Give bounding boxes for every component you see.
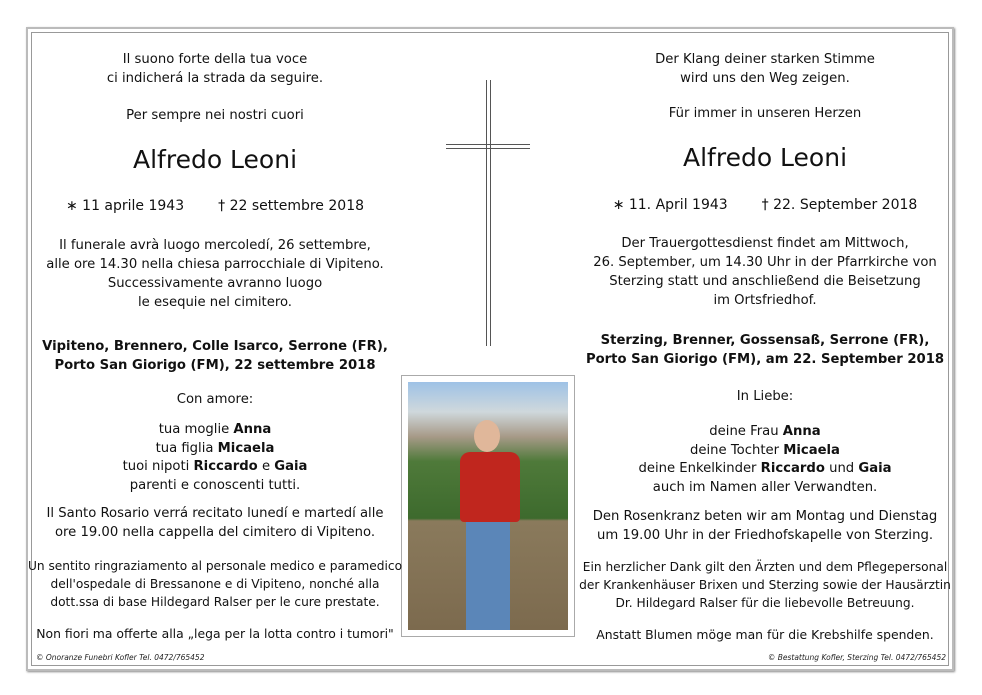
rosary-line: Den Rosenkranz beten wir am Montag und Dienstag (592, 509, 938, 524)
funeral-line: Sterzing statt und anschließend die Beisetzung (609, 274, 921, 289)
funeral-line: alle ore 14.30 nella chiesa parrocchiale di Vipiteno. (46, 257, 384, 272)
places-line: Sterzing, Brenner, Gossensaß, Serrone (FR), (600, 333, 930, 348)
places-line: Porto San Giorigo (FM), am 22. September 2018 (585, 352, 945, 367)
rosary-line: um 19.00 Uhr in der Friedhofskapelle von Sterzing. (596, 528, 934, 543)
verse-line: wird uns den Weg zeigen. (680, 71, 850, 86)
funeral-line: Successivamente avranno luogo (107, 276, 323, 291)
footer-right: © Bestattung Kofler, Sterzing Tel. 0472/765452 (767, 653, 946, 662)
family-member: tua figlia Micaela (155, 440, 275, 456)
verse-line: ci indicherá la strada da seguire. (106, 71, 324, 86)
dates (575, 196, 955, 215)
verse-line: Der Klang deiner starken Stimme (655, 52, 875, 67)
thanks-line: dott.ssa di base Hildegard Ralser per le cure prestate. (50, 595, 380, 609)
love-heading: In Liebe: (736, 389, 794, 404)
portrait-photo (408, 382, 568, 630)
thanks-line: der Krankenhäuser Brixen und Sterzing sowie der Hausärztin (579, 578, 951, 592)
verse (575, 50, 955, 88)
places-date (25, 337, 405, 375)
cross-icon-bar (446, 144, 530, 149)
footer-left: © Onoranze Funebri Kofler Tel. 0472/765452 (36, 653, 205, 662)
verse-line: Il suono forte della tua voce (122, 52, 308, 67)
rosary-info (575, 507, 955, 545)
funeral-line: Der Trauergottesdienst findet am Mittwoch, (621, 236, 909, 251)
places-line: Vipiteno, Brennero, Colle Isarco, Serrone (FR), (42, 339, 388, 354)
birth-date: ∗ 11. April 1943 (612, 197, 728, 213)
places-date (575, 331, 955, 369)
motto: Per sempre nei nostri cuori (126, 108, 304, 123)
thanks-line: Un sentito ringraziamento al personale medico e paramedico (27, 559, 403, 573)
family-member: parenti e conoscenti tutti. (129, 477, 301, 493)
funeral-info (575, 234, 955, 310)
donation-note: Non fiori ma offerte alla „lega per la lotta contro i tumori" (36, 626, 394, 641)
family-member: deine Frau Anna (709, 424, 821, 439)
cross-icon (486, 80, 491, 346)
family-member: tuoi nipoti Riccardo e Gaia (122, 459, 308, 474)
thanks (575, 558, 955, 612)
rosary-line: ore 19.00 nella cappella del cimitero di Vipiteno. (54, 525, 376, 540)
verse (25, 50, 405, 88)
dates (25, 197, 405, 216)
places-line: Porto San Giorigo (FM), 22 settembre 2018 (54, 358, 376, 373)
birth-date: ∗ 11 aprile 1943 (65, 198, 185, 214)
love-heading: Con amore: (176, 392, 254, 407)
thanks (25, 557, 405, 611)
donation-note: Anstatt Blumen möge man für die Krebshilfe spenden. (596, 627, 934, 642)
thanks-line: dell'ospedale di Bressanone e di Vipiteno, nonché alla (50, 577, 380, 591)
family-list (25, 421, 405, 495)
death-date: † 22. September 2018 (761, 197, 918, 213)
funeral-info (25, 236, 405, 312)
family-member: deine Enkelkinder Riccardo und Gaia (638, 461, 892, 476)
funeral-line: 26. September, um 14.30 Uhr in der Pfarrkirche von (593, 255, 937, 270)
funeral-line: im Ortsfriedhof. (713, 293, 817, 308)
family-list (575, 423, 955, 497)
thanks-line: Ein herzlicher Dank gilt den Ärzten und dem Pflegepersonal (582, 560, 948, 574)
motto: Für immer in unseren Herzen (668, 106, 862, 121)
deceased-name: Alfredo Leoni (682, 143, 848, 172)
rosary-line: Il Santo Rosario verrá recitato lunedí e martedí alle (46, 506, 384, 521)
deceased-name: Alfredo Leoni (132, 145, 298, 174)
family-member: deine Tochter Micaela (690, 442, 840, 458)
funeral-line: le esequie nel cimitero. (138, 295, 292, 310)
family-member: auch im Namen aller Verwandten. (652, 479, 878, 495)
thanks-line: Dr. Hildegard Ralser für die liebevolle Betreuung. (615, 596, 915, 610)
family-member: tua moglie Anna (158, 422, 272, 437)
rosary-info (25, 504, 405, 542)
funeral-line: Il funerale avrà luogo mercoledí, 26 settembre, (59, 238, 371, 253)
death-date: † 22 settembre 2018 (218, 198, 365, 214)
